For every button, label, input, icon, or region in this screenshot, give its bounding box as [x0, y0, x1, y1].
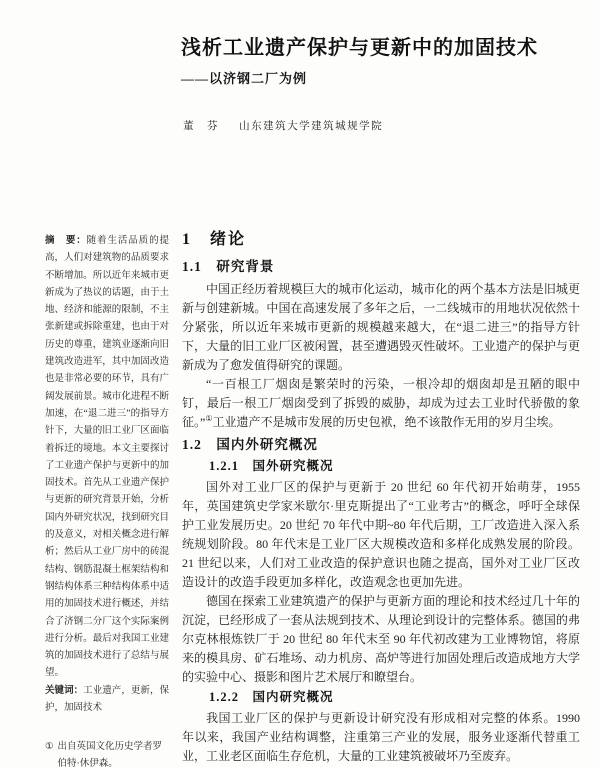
- footnote: [45, 739, 169, 767]
- main-text-column: [182, 230, 580, 766]
- paragraph-research-background: 中国正经历着规模巨大的城市化运动，城市化的两个基本方法是旧城更新与创建新城。中国在高速发展了多年之后，一二线城市的用地状况依然十分紧张，所以近年来城市更新的规模越来越大，在“退二进三”的指导方针下，大量的旧工业厂区被闲置，甚至遭遇毁灭性破坏。工业遗产的保护与更新成为了愈发值得研究的课题。: [182, 282, 580, 372]
- abstract-text: 随着生活品质的提高，人们对建筑物的品质要求不断增加。所以近年来城市更新成为了热议的话题，由于土地、经济和能源的限制，不主张新建或拆除重建，也由于对历史的尊重，建筑业逐渐向旧建筑改造进军，其中加固改造也是非常必要的环节，具有广阔发展前景。城市化进程不断加速，在“退二进三”的指导方针下，大量的旧工业厂区面临着拆迁的境地。本文主要探讨了工业遗产保护与更新中的加固技术。首先从工业遗产保护与更新的研究背景开始，分析国内外研究状况，找到研究目的及意义，对相关概念进行解析；然后从工业厂房中的砖混结构、钢筋混凝土框架结构和钢结构体系三种结构体系中适用的加固技术进行概述，并结合了济钢二分厂这个实际案例进行分析。最后对我国工业建筑的加固技术进行了总结与展望。: [45, 236, 169, 679]
- section-1-2-heading: 1.2 国内外研究概况: [182, 437, 318, 452]
- footnote-text: 出自英国文化历史学者罗伯特·休伊森。: [57, 742, 163, 767]
- page-title: 浅析工业遗产保护与更新中的加固技术: [181, 37, 538, 59]
- section-1-heading: 1 绪论: [182, 231, 247, 248]
- paragraph-international-research: 国外对工业厂区的保护与更新于 20 世纪 60 年代初开始萌芽，1955 年，英国建筑史学家米歇尔·里克斯提出了“工业考古”的概念，呼吁全球保护工业发展历史。20 世纪 70 年代中期~80 年代后期，工厂改造进入深入系统规划阶段。80 年代末是工业厂区大规模改造和多样化成熟发展的阶段。21 世纪以来，人们对工业改造的保护意识也随之提高，国外对工业厂区改造设计的改造手段更加多样化，改造观念也更加先进。: [182, 480, 580, 589]
- quote-text: “一百根工厂烟囱是繁荣时的污染，一根冷却的烟囱却是丑陋的眼中钉，最后一根工厂烟囱受到了拆毁的威胁，却成为过去工业时代骄傲的象征。”: [182, 377, 580, 429]
- footnote-marker: ①: [45, 742, 54, 753]
- paragraph-germany-example: 德国在探索工业建筑遗产的保护与更新方面的理论和技术经过几十年的沉淀，已经形成了一套从法规到技术、从理论到设计的完整体系。德国的弗尔克林根炼铁厂于 20 世纪 80 年代末至 90 年代初改建为工业博物馆，将原来的模具房、矿石堆场、动力机房、高炉等进行加固处理后改造成地方大学的实验中心、摄影和图片艺术展厅和瞭望台。: [182, 594, 580, 684]
- keywords-text: 工业遗产，更新，保护，加固技术: [45, 685, 169, 714]
- author-affiliation: 山东建筑大学建筑城规学院: [239, 121, 384, 132]
- footnote-reference: ①: [205, 414, 213, 423]
- author-line: [183, 118, 383, 133]
- author-name: 董 芬: [183, 121, 219, 132]
- abstract-label: 摘 要：: [45, 236, 87, 246]
- abstract-sidebar: [45, 233, 169, 767]
- section-1-2-2-heading: 1.2.2 国内研究概况: [209, 690, 334, 704]
- quote-after-text: 工业遗产不是城市发展的历史包袱，绝不该散作无用的岁月尘埃。: [212, 415, 561, 429]
- section-1-1-heading: 1.1 研究背景: [182, 259, 275, 274]
- keywords-label: 关键词：: [45, 685, 84, 696]
- keywords-paragraph: [45, 683, 169, 718]
- title-block: [181, 36, 581, 87]
- section-1-2-1-heading: 1.2.1 国外研究概况: [209, 459, 334, 473]
- paragraph-quote: [182, 375, 580, 432]
- abstract-paragraph: [45, 233, 169, 683]
- page-subtitle: ——以济钢二厂为例: [181, 71, 308, 86]
- paragraph-domestic-research: 我国工业厂区的保护与更新设计研究没有形成相对完整的体系。1990 年以来，我国产业结构调整，注重第三产业的发展，服务业逐渐代替重工业，工业老区面临生存危机，大量的工业建筑被破坏乃至废弃。: [182, 711, 580, 763]
